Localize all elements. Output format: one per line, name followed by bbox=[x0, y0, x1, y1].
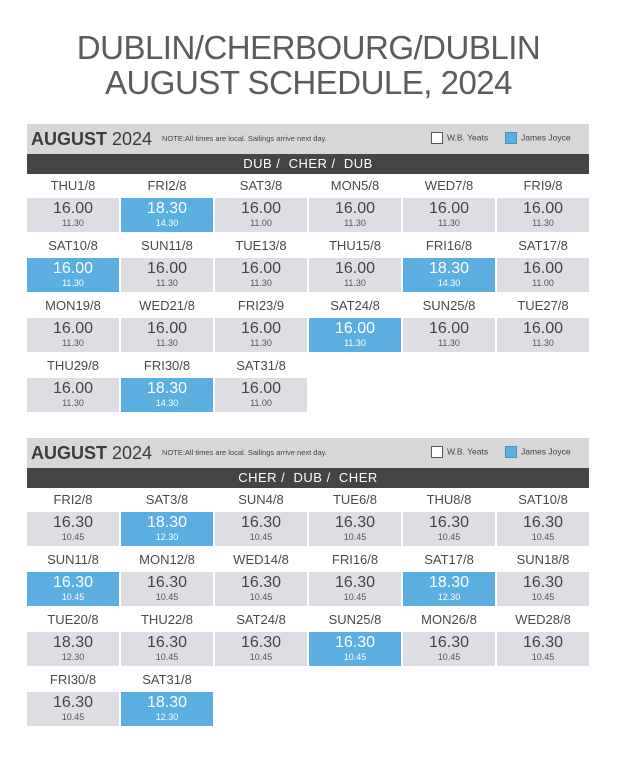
departure-time: 16.30 bbox=[522, 634, 564, 651]
sailing-day: SAT24/8 bbox=[236, 612, 286, 627]
sailing-cell bbox=[497, 488, 589, 546]
departure-time: 16.00 bbox=[334, 260, 376, 277]
sailing-cell bbox=[121, 174, 213, 232]
arrival-time: 11.30 bbox=[62, 338, 84, 348]
sailing-times bbox=[497, 198, 589, 232]
sailing-day: WED14/8 bbox=[233, 552, 289, 567]
page-title bbox=[0, 30, 617, 100]
legend-yeats bbox=[431, 132, 488, 146]
sailing-times bbox=[497, 572, 589, 606]
legend-joyce bbox=[505, 446, 571, 460]
arrival-time: 10.45 bbox=[437, 652, 461, 662]
arrival-time: 10.45 bbox=[343, 652, 367, 662]
sailing-cell bbox=[27, 354, 119, 412]
departure-time: 16.00 bbox=[428, 200, 470, 217]
sailing-times bbox=[215, 378, 307, 412]
arrival-time: 11.00 bbox=[250, 398, 272, 408]
sailing-times bbox=[309, 632, 401, 666]
departure-time: 18.30 bbox=[146, 200, 188, 217]
legend-joyce-label: James Joyce bbox=[521, 446, 571, 457]
sailing-times bbox=[27, 258, 119, 292]
sailing-cell bbox=[309, 608, 401, 666]
departure-time: 16.30 bbox=[428, 634, 470, 651]
departure-time: 16.30 bbox=[146, 574, 188, 591]
legend-joyce-swatch bbox=[505, 132, 517, 144]
sailing-cell bbox=[121, 234, 213, 292]
sailing-day: THU22/8 bbox=[140, 612, 194, 627]
arrival-time: 11.30 bbox=[344, 278, 366, 288]
sailing-day: SUN25/8 bbox=[328, 612, 382, 627]
sailing-day: SUN11/8 bbox=[141, 238, 193, 253]
sailing-cell bbox=[309, 234, 401, 292]
sailing-cell bbox=[403, 608, 495, 666]
departure-time: 18.30 bbox=[428, 574, 470, 591]
sailing-times bbox=[27, 512, 119, 546]
departure-time: 16.00 bbox=[146, 320, 188, 337]
title-line-2: AUGUST SCHEDULE, 2024 bbox=[104, 64, 513, 101]
sailing-day: SUN11/8 bbox=[47, 552, 99, 567]
arrival-time: 11.30 bbox=[62, 398, 84, 408]
sailing-cell bbox=[497, 608, 589, 666]
sailing-cell bbox=[497, 174, 589, 232]
departure-time: 16.30 bbox=[522, 574, 564, 591]
sailing-day: MON5/8 bbox=[330, 178, 380, 193]
departure-time: 18.30 bbox=[146, 694, 188, 711]
sailing-day: SAT10/8 bbox=[48, 238, 98, 253]
arrival-time: 12.30 bbox=[155, 712, 179, 722]
departure-time: 16.00 bbox=[240, 380, 282, 397]
sailing-day: FRI16/8 bbox=[425, 238, 473, 253]
sailing-times bbox=[403, 512, 495, 546]
sailing-times bbox=[215, 198, 307, 232]
departure-time: 18.30 bbox=[146, 380, 188, 397]
sailing-cell bbox=[121, 488, 213, 546]
sailing-cell bbox=[215, 234, 307, 292]
sailing-day: SAT31/8 bbox=[236, 358, 286, 373]
arrival-time: 11.30 bbox=[250, 278, 272, 288]
sailing-times bbox=[215, 572, 307, 606]
sailing-times bbox=[215, 512, 307, 546]
sailing-times bbox=[27, 318, 119, 352]
sailing-cell bbox=[121, 354, 213, 412]
legend-yeats-label: W.B. Yeats bbox=[447, 446, 489, 457]
departure-time: 16.30 bbox=[522, 514, 564, 531]
sailing-cell bbox=[27, 488, 119, 546]
departure-time: 18.30 bbox=[428, 260, 470, 277]
sailing-times bbox=[121, 318, 213, 352]
year-label: 2024 bbox=[112, 129, 153, 149]
sailing-grid bbox=[27, 488, 589, 728]
sailing-times bbox=[121, 632, 213, 666]
departure-time: 16.30 bbox=[240, 574, 282, 591]
sailing-cell bbox=[215, 488, 307, 546]
arrival-time: 10.45 bbox=[155, 652, 179, 662]
departure-time: 16.00 bbox=[334, 320, 376, 337]
sailing-day: SAT17/8 bbox=[518, 238, 568, 253]
arrival-time: 10.45 bbox=[155, 592, 179, 602]
sailing-times bbox=[403, 632, 495, 666]
arrival-time: 10.45 bbox=[61, 532, 85, 542]
departure-time: 16.00 bbox=[240, 260, 282, 277]
sailing-cell bbox=[121, 668, 213, 726]
sailing-day: SUN4/8 bbox=[238, 492, 284, 507]
legend-yeats-swatch bbox=[431, 132, 443, 144]
schedule-section-dub-cher-dub bbox=[27, 124, 589, 414]
sailing-times bbox=[403, 318, 495, 352]
arrival-time: 10.45 bbox=[343, 592, 367, 602]
sailing-times bbox=[309, 258, 401, 292]
sailing-day: SUN25/8 bbox=[422, 298, 476, 313]
sailing-times bbox=[121, 692, 213, 726]
sailing-times bbox=[497, 258, 589, 292]
arrival-time: 11.30 bbox=[250, 338, 272, 348]
arrival-time: 11.30 bbox=[344, 338, 366, 348]
section-header bbox=[27, 124, 589, 154]
sailing-day: MON12/8 bbox=[139, 552, 195, 567]
sailing-times bbox=[309, 572, 401, 606]
year-label: 2024 bbox=[112, 443, 153, 463]
arrival-time: 11.30 bbox=[156, 278, 178, 288]
sailing-cell bbox=[27, 548, 119, 606]
sailing-cell bbox=[309, 488, 401, 546]
departure-time: 16.00 bbox=[146, 260, 188, 277]
sailing-day: SAT10/8 bbox=[518, 492, 568, 507]
sailing-times bbox=[497, 632, 589, 666]
departure-time: 16.30 bbox=[52, 514, 94, 531]
departure-time: 16.00 bbox=[522, 200, 564, 217]
departure-time: 16.30 bbox=[52, 574, 94, 591]
sailing-day: SUN18/8 bbox=[516, 552, 570, 567]
sailing-cell bbox=[403, 234, 495, 292]
sailing-cell bbox=[27, 294, 119, 352]
departure-time: 16.30 bbox=[240, 634, 282, 651]
arrival-time: 11.30 bbox=[438, 218, 460, 228]
legend-yeats-label: W.B. Yeats bbox=[447, 132, 489, 143]
sailing-times bbox=[309, 198, 401, 232]
departure-time: 16.30 bbox=[240, 514, 282, 531]
route-bar: DUB / CHER / DUB bbox=[27, 154, 589, 174]
arrival-time: 10.45 bbox=[437, 532, 461, 542]
sailing-day: FRI2/8 bbox=[147, 178, 187, 193]
departure-time: 16.30 bbox=[428, 514, 470, 531]
departure-time: 18.30 bbox=[146, 514, 188, 531]
arrival-time: 10.45 bbox=[61, 712, 85, 722]
sailing-cell bbox=[27, 174, 119, 232]
sailing-day: THU29/8 bbox=[46, 358, 100, 373]
sailing-times bbox=[215, 632, 307, 666]
sailing-day: TUE13/8 bbox=[235, 238, 287, 253]
sailing-cell bbox=[121, 294, 213, 352]
departure-time: 16.00 bbox=[52, 200, 94, 217]
sailing-day: FRI23/9 bbox=[237, 298, 285, 313]
arrival-time: 11.30 bbox=[532, 338, 554, 348]
departure-time: 16.00 bbox=[428, 320, 470, 337]
sailing-cell bbox=[497, 234, 589, 292]
arrival-time: 10.45 bbox=[531, 592, 555, 602]
sailing-day: TUE6/8 bbox=[332, 492, 378, 507]
legend-joyce-swatch bbox=[505, 446, 517, 458]
departure-time: 18.30 bbox=[52, 634, 94, 651]
arrival-time: 10.45 bbox=[343, 532, 367, 542]
sailing-times bbox=[121, 198, 213, 232]
sailing-day: FRI2/8 bbox=[53, 492, 93, 507]
arrival-time: 11.30 bbox=[344, 218, 366, 228]
arrival-time: 14.30 bbox=[437, 278, 461, 288]
departure-time: 16.30 bbox=[146, 634, 188, 651]
sailing-times bbox=[121, 572, 213, 606]
sailing-day: MON19/8 bbox=[45, 298, 101, 313]
arrival-time: 11.30 bbox=[532, 218, 554, 228]
title-line-1: DUBLIN/CHERBOURG/DUBLIN bbox=[76, 29, 541, 66]
sailing-cell bbox=[27, 234, 119, 292]
sailing-times bbox=[497, 318, 589, 352]
departure-time: 16.00 bbox=[334, 200, 376, 217]
sailing-day: FRI30/8 bbox=[143, 358, 191, 373]
sailing-day: TUE27/8 bbox=[517, 298, 569, 313]
sailing-times bbox=[403, 258, 495, 292]
sailing-times bbox=[215, 318, 307, 352]
section-note: NOTE:All times are local. Sailings arrive next day. bbox=[162, 134, 327, 143]
section-month bbox=[31, 129, 152, 150]
legend-joyce-label: James Joyce bbox=[521, 132, 571, 143]
sailing-times bbox=[27, 198, 119, 232]
legend-yeats bbox=[431, 446, 488, 460]
sailing-times bbox=[403, 198, 495, 232]
sailing-times bbox=[27, 692, 119, 726]
sailing-cell bbox=[121, 548, 213, 606]
sailing-day: SAT24/8 bbox=[330, 298, 380, 313]
sailing-cell bbox=[121, 608, 213, 666]
sailing-cell bbox=[27, 668, 119, 726]
sailing-cell bbox=[497, 294, 589, 352]
section-note: NOTE:All times are local. Sailings arrive next day. bbox=[162, 448, 327, 457]
arrival-time: 10.45 bbox=[249, 532, 273, 542]
legend-yeats-swatch bbox=[431, 446, 443, 458]
sailing-day: THU1/8 bbox=[50, 178, 96, 193]
arrival-time: 11.30 bbox=[438, 338, 460, 348]
route-bar: CHER / DUB / CHER bbox=[27, 468, 589, 488]
sailing-day: FRI30/8 bbox=[49, 672, 97, 687]
sailing-day: SAT3/8 bbox=[145, 492, 189, 507]
legend-joyce bbox=[505, 132, 571, 146]
arrival-time: 10.45 bbox=[531, 652, 555, 662]
sailing-day: FRI9/8 bbox=[523, 178, 563, 193]
sailing-day: SAT17/8 bbox=[424, 552, 474, 567]
sailing-times bbox=[121, 512, 213, 546]
arrival-time: 11.30 bbox=[156, 338, 178, 348]
sailing-times bbox=[27, 572, 119, 606]
sailing-cell bbox=[403, 488, 495, 546]
arrival-time: 10.45 bbox=[61, 592, 85, 602]
sailing-cell bbox=[215, 354, 307, 412]
sailing-day: THU15/8 bbox=[328, 238, 382, 253]
sailing-grid bbox=[27, 174, 589, 414]
departure-time: 16.00 bbox=[522, 320, 564, 337]
arrival-time: 14.30 bbox=[155, 218, 179, 228]
departure-time: 16.30 bbox=[334, 514, 376, 531]
sailing-cell bbox=[27, 608, 119, 666]
month-label: AUGUST bbox=[31, 129, 107, 149]
arrival-time: 10.45 bbox=[531, 532, 555, 542]
month-label: AUGUST bbox=[31, 443, 107, 463]
departure-time: 16.00 bbox=[240, 200, 282, 217]
sailing-day: FRI16/8 bbox=[331, 552, 379, 567]
arrival-time: 11.30 bbox=[62, 218, 84, 228]
sailing-cell bbox=[309, 174, 401, 232]
arrival-time: 10.45 bbox=[249, 652, 273, 662]
departure-time: 16.00 bbox=[52, 380, 94, 397]
sailing-times bbox=[27, 632, 119, 666]
sailing-day: THU8/8 bbox=[426, 492, 472, 507]
sailing-times bbox=[121, 378, 213, 412]
arrival-time: 11.30 bbox=[62, 278, 84, 288]
sailing-cell bbox=[403, 294, 495, 352]
sailing-cell bbox=[497, 548, 589, 606]
sailing-day: TUE20/8 bbox=[47, 612, 99, 627]
sailing-times bbox=[27, 378, 119, 412]
sailing-cell bbox=[309, 294, 401, 352]
departure-time: 16.00 bbox=[52, 320, 94, 337]
sailing-cell bbox=[215, 608, 307, 666]
arrival-time: 12.30 bbox=[61, 652, 85, 662]
arrival-time: 11.00 bbox=[532, 278, 554, 288]
arrival-time: 14.30 bbox=[155, 398, 179, 408]
sailing-cell bbox=[403, 548, 495, 606]
sailing-day: SAT31/8 bbox=[142, 672, 192, 687]
sailing-times bbox=[309, 512, 401, 546]
arrival-time: 12.30 bbox=[155, 532, 179, 542]
departure-time: 16.00 bbox=[52, 260, 94, 277]
sailing-cell bbox=[215, 174, 307, 232]
section-header bbox=[27, 438, 589, 468]
arrival-time: 11.00 bbox=[250, 218, 272, 228]
sailing-day: WED21/8 bbox=[139, 298, 195, 313]
sailing-times bbox=[121, 258, 213, 292]
departure-time: 16.30 bbox=[334, 634, 376, 651]
sailing-cell bbox=[215, 294, 307, 352]
sailing-times bbox=[309, 318, 401, 352]
arrival-time: 12.30 bbox=[437, 592, 461, 602]
departure-time: 16.00 bbox=[240, 320, 282, 337]
sailing-day: WED28/8 bbox=[515, 612, 571, 627]
sailing-times bbox=[497, 512, 589, 546]
departure-time: 16.30 bbox=[334, 574, 376, 591]
sailing-day: WED7/8 bbox=[424, 178, 474, 193]
sailing-times bbox=[403, 572, 495, 606]
arrival-time: 10.45 bbox=[249, 592, 273, 602]
schedule-section-cher-dub-cher bbox=[27, 438, 589, 728]
section-month bbox=[31, 443, 152, 464]
sailing-cell bbox=[215, 548, 307, 606]
sailing-cell bbox=[403, 174, 495, 232]
departure-time: 16.00 bbox=[522, 260, 564, 277]
sailing-times bbox=[215, 258, 307, 292]
sailing-day: MON26/8 bbox=[421, 612, 477, 627]
departure-time: 16.30 bbox=[52, 694, 94, 711]
sailing-day: SAT3/8 bbox=[239, 178, 283, 193]
sailing-cell bbox=[309, 548, 401, 606]
